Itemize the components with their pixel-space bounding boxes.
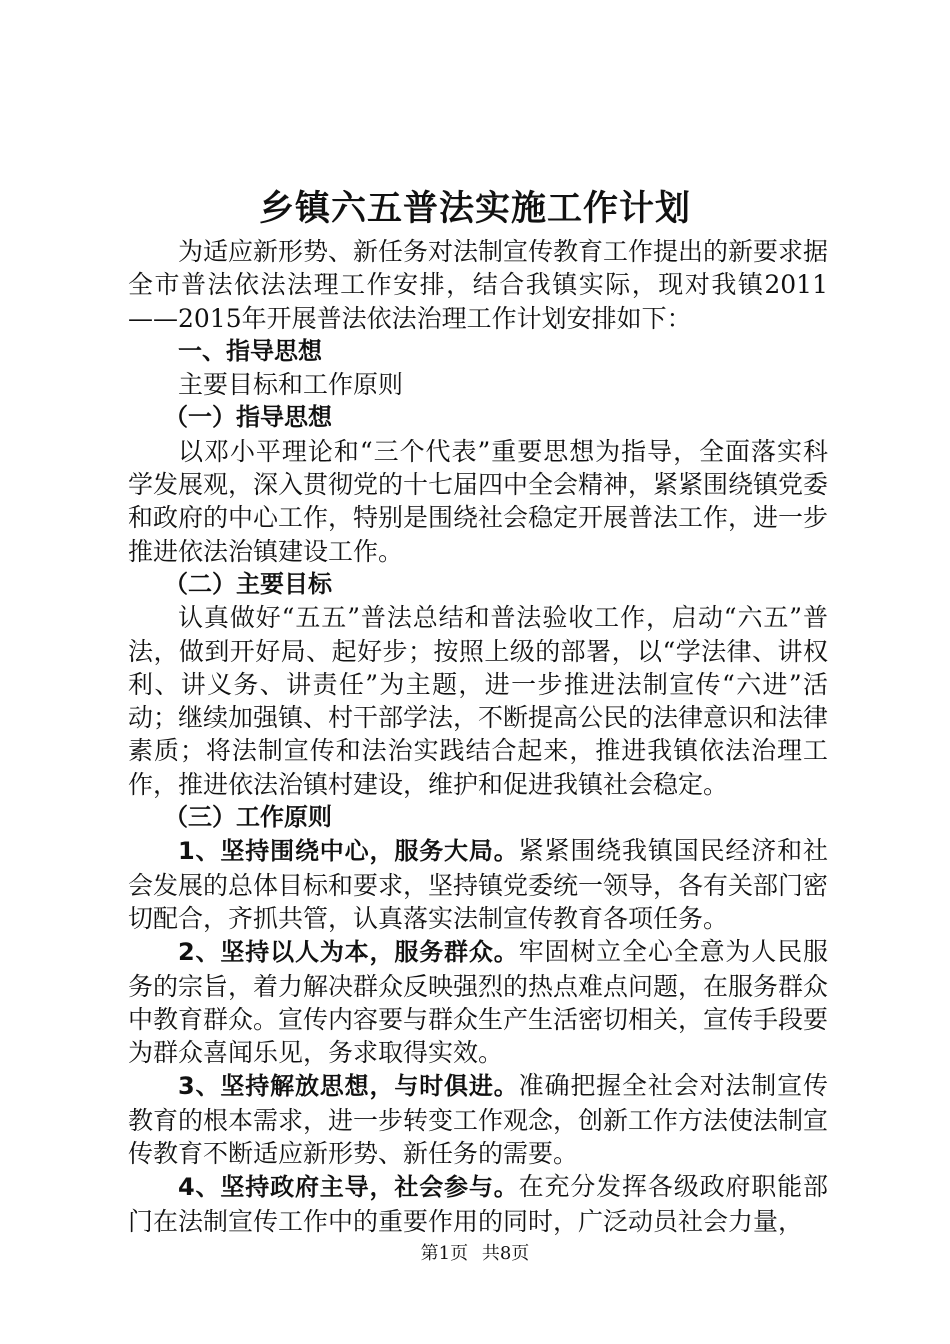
principle-title: 4、坚持政府主导，社会参与。	[178, 1173, 519, 1202]
document-body	[128, 235, 828, 1238]
subsection-heading-work-principles: （三）工作原则	[164, 803, 332, 832]
principle-text: 在充分发挥各级政府职能部门在法制宣传工作中的重要作用的同时，广泛动员社会力量，	[128, 1172, 828, 1236]
subsection-heading-main-goals: （二）主要目标	[164, 569, 332, 598]
guiding-ideology-paragraph: 以邓小平理论和“三个代表”重要思想为指导，全面落实科学发展观，深入贯彻党的十七届四中全会精神，紧紧围绕镇党委和政府的中心工作，特别是围绕社会稳定开展普法工作，进一步推进依法治镇建设工作。	[128, 436, 829, 566]
section-subline: 主要目标和工作原则	[178, 370, 404, 400]
subsection-heading-guiding-ideology: （一）指导思想	[164, 403, 332, 432]
principle-text: 牢固树立全心全意为人民服务的宗旨，着力解决群众反映强烈的热点难点问题，在服务群众中教育群众。宣传内容要与群众生产生活密切相关，宣传手段要为群众喜闻乐见，务求取得实效。	[128, 937, 829, 1068]
section-heading-guiding-ideology: 一、指导思想	[178, 336, 322, 365]
principle-paragraph	[128, 1069, 828, 1170]
principle-title: 3、坚持解放思想，与时俱进。	[178, 1072, 519, 1101]
principle-paragraph	[128, 935, 828, 1069]
principle-text: 紧紧围绕我镇国民经济和社会发展的总体目标和要求，坚持镇党委统一领导，各有关部门密切配合，齐抓共管，认真落实法制宣传教育各项任务。	[128, 836, 829, 933]
page-total: 共8页	[481, 1243, 530, 1264]
principle-title: 1、坚持围绕中心，服务大局。	[178, 837, 519, 866]
page-number: 第1页	[420, 1243, 469, 1264]
principle-paragraph	[128, 1170, 828, 1238]
main-goals-paragraph: 认真做好“五五”普法总结和普法验收工作，启动“六五”普法，做到开好局、起好步；按照上级的部署，以“学法律、讲权利、讲义务、讲责任”为主题，进一步推进法制宣传“六进”活动；继续加强镇、村干部学法，不断提高公民的法律意识和法律素质；将法制宣传和法治实践结合起来，推进我镇依法治理工作，推进依法治镇村建设，维护和促进我镇社会稳定。	[128, 603, 829, 799]
principle-paragraph	[128, 834, 828, 935]
document-title: 乡镇六五普法实施工作计划	[258, 189, 691, 229]
principle-title: 2、坚持以人为本，服务群众。	[178, 938, 519, 967]
intro-paragraph: 为适应新形势、新任务对法制宣传教育工作提出的新要求据全市普法依法法理工作安排，结合我镇实际，现对我镇2011——2015年开展普法依法治理工作计划安排如下：	[128, 237, 829, 333]
page-footer	[0, 1242, 950, 1266]
principle-text: 准确把握全社会对法制宣传教育的根本需求，进一步转变工作观念，创新工作方法使法制宣传教育不断适应新形势、新任务的需要。	[128, 1071, 829, 1169]
